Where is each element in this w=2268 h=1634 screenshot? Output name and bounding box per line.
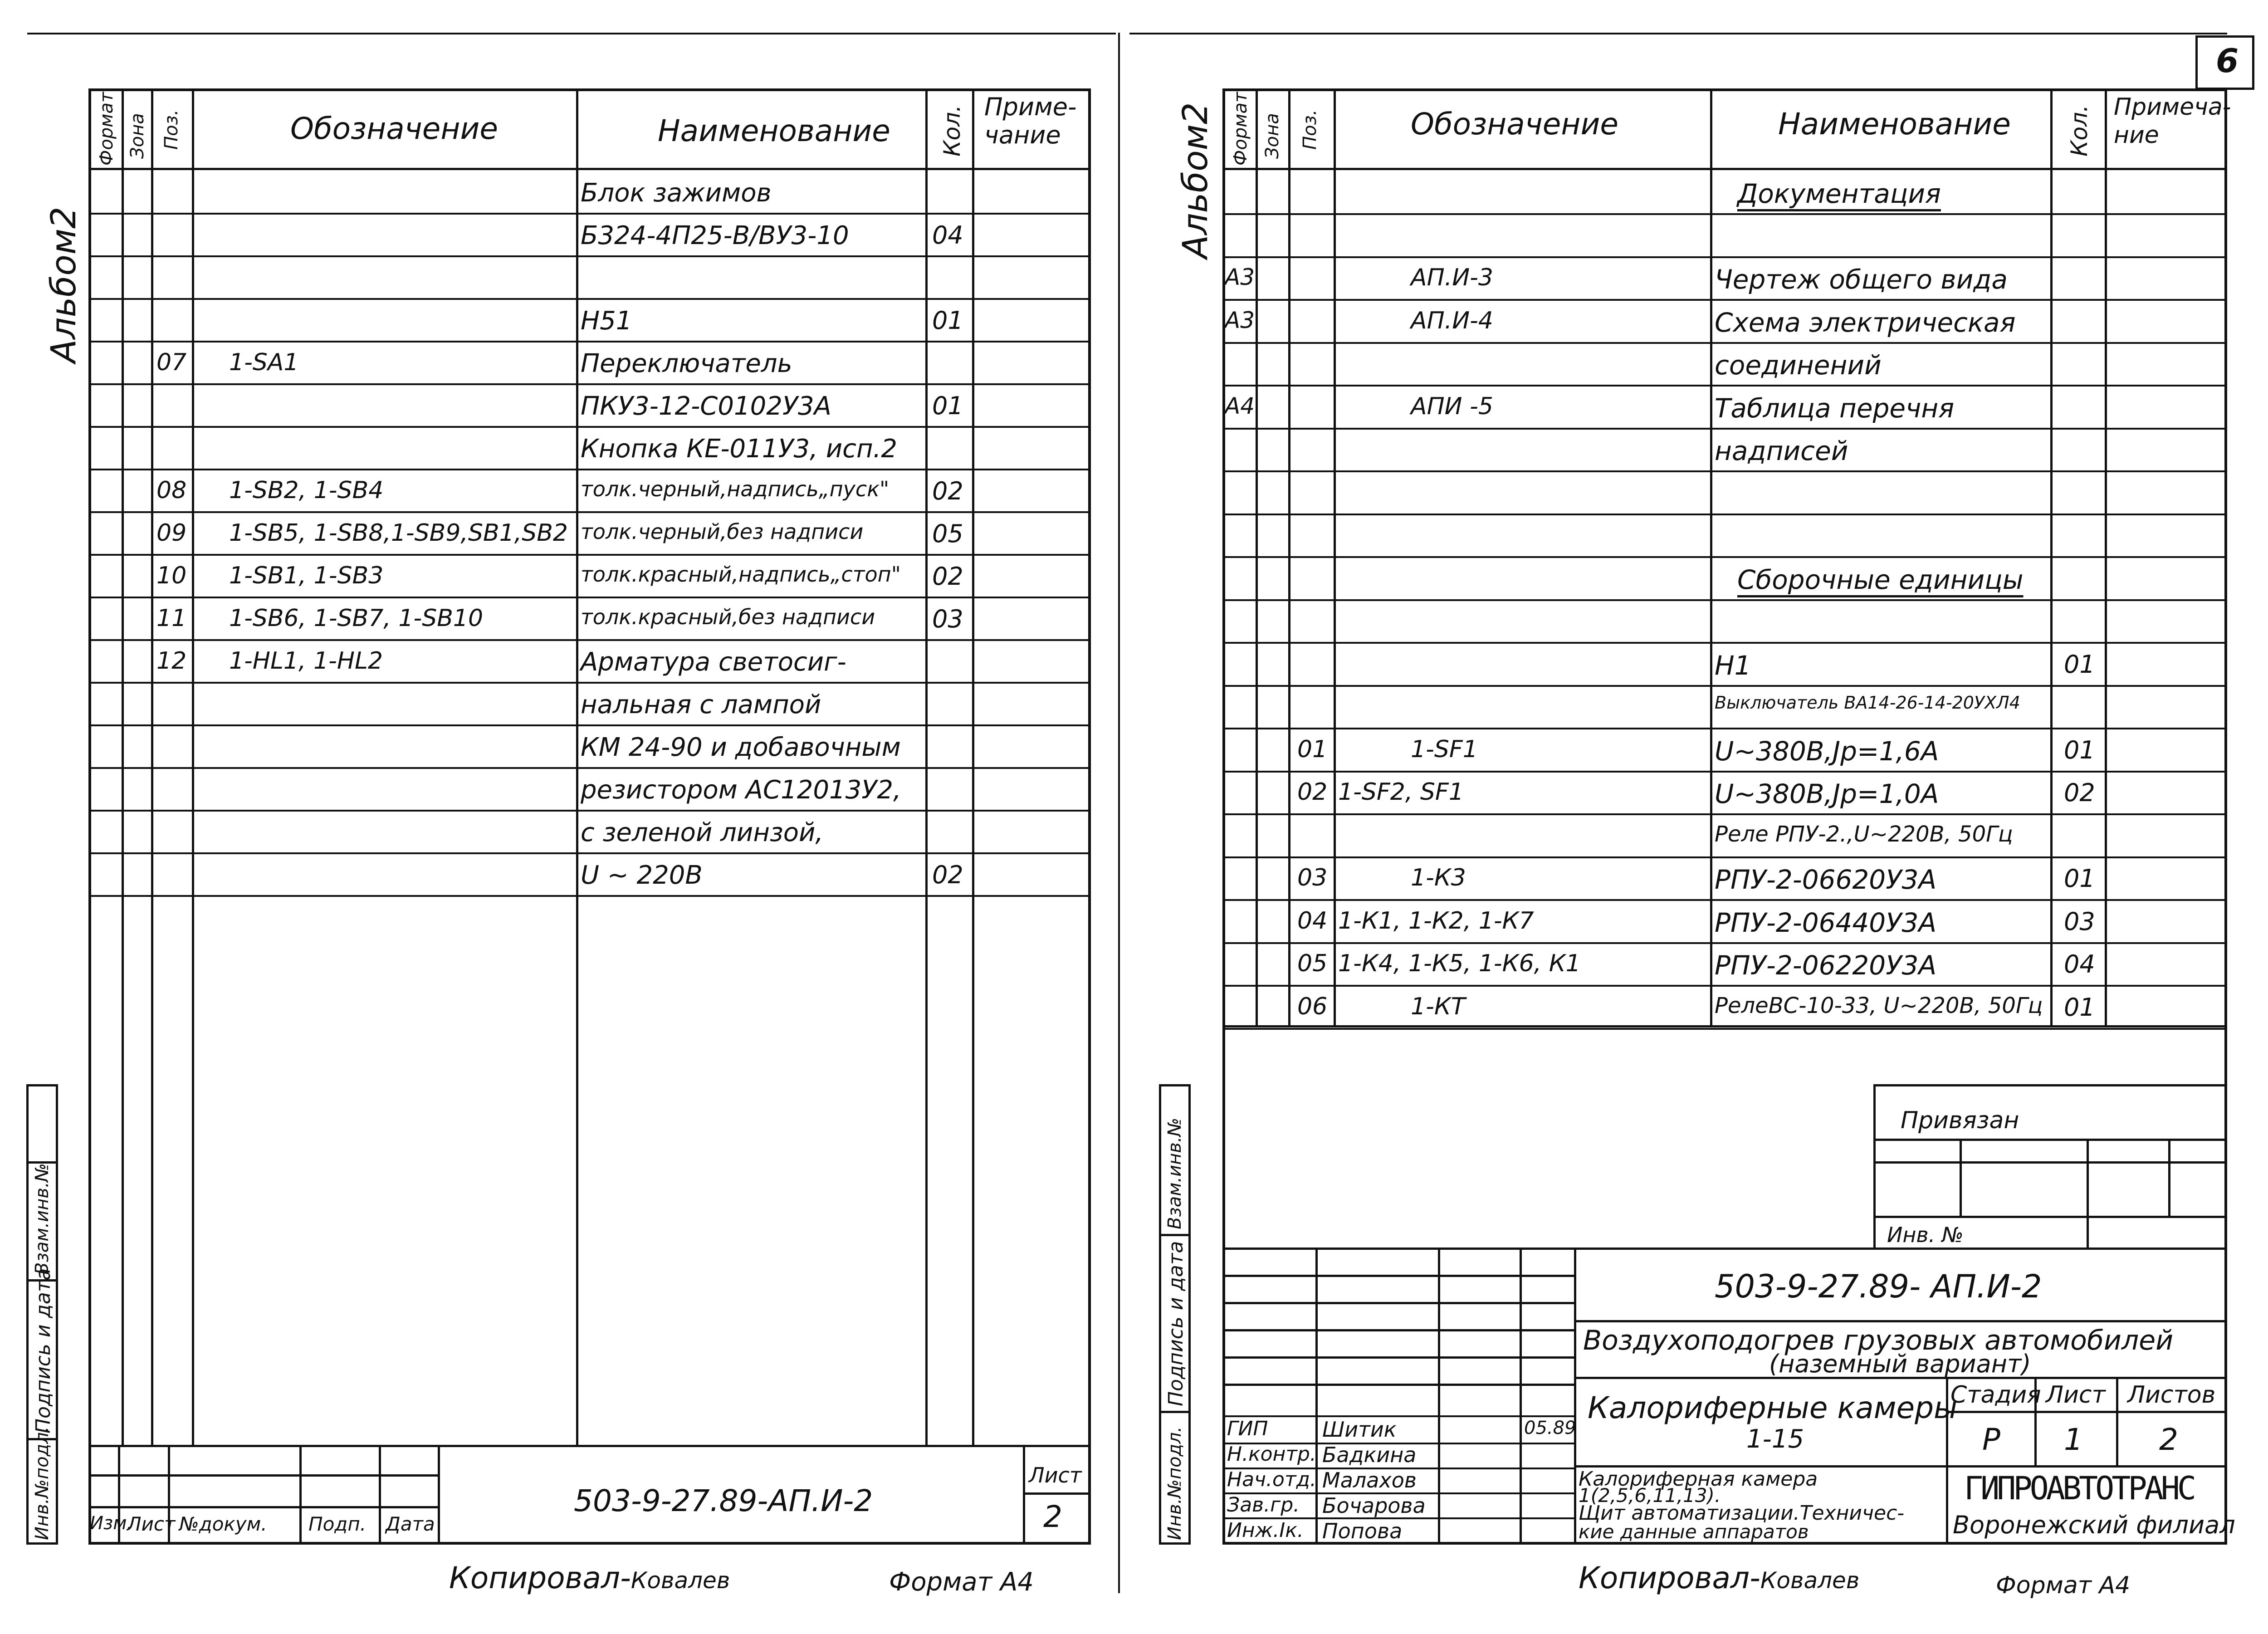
- row-designation: 1-SB2, 1-SB4: [229, 477, 384, 504]
- sheets-label: Листов: [2127, 1381, 2216, 1409]
- row-name: Блок зажимов: [581, 178, 772, 208]
- row-divider: [88, 511, 1091, 513]
- row-qty: 02: [2064, 778, 2095, 807]
- row-divider: [88, 383, 1091, 385]
- row-divider: [88, 426, 1091, 428]
- row-name: U~380В,Jр=1,6А: [1715, 736, 1939, 767]
- row-divider: [88, 255, 1091, 257]
- footer-sheet-label-left: Лист: [1029, 1463, 1082, 1487]
- row-divider: [1222, 942, 2227, 944]
- privyazan-label: Привязан: [1901, 1107, 2019, 1134]
- row-designation: 1-HL1, 1-HL2: [229, 647, 383, 675]
- row-pos: 04: [1297, 907, 1328, 934]
- row-divider: [1222, 556, 2227, 558]
- row-name: Арматура светосиг-: [581, 647, 846, 677]
- row-name: Кнопка КЕ-011У3, исп.2: [581, 434, 898, 464]
- footer-col-izm-left: Изм.: [90, 1513, 133, 1534]
- row-name: РПУ-2-06620У3А: [1715, 864, 1937, 895]
- title-section: Калориферные камеры: [1588, 1390, 1958, 1425]
- signer-role: ГИП: [1227, 1417, 1268, 1440]
- row-designation: АП.И-4: [1411, 307, 1493, 334]
- row-pos: 02: [1297, 778, 1328, 806]
- row-qty: 02: [932, 861, 963, 889]
- hdr-qty-left: Кол.: [939, 105, 965, 157]
- row-qty: 01: [2064, 650, 2095, 679]
- row-qty: 04: [2064, 950, 2095, 978]
- sheet-value: 1: [2064, 1422, 2083, 1457]
- row-designation: 1-SF1: [1411, 736, 1478, 763]
- row-divider: [88, 895, 1091, 897]
- row-name: Переключатель: [581, 349, 792, 378]
- stamp-sign-date-right: Подпись и дата: [1164, 1241, 1188, 1406]
- row-qty: 03: [2064, 907, 2095, 936]
- row-name: РПУ-2-06220У3А: [1715, 950, 1937, 981]
- row-divider: [88, 341, 1091, 342]
- row-pos: 10: [156, 562, 187, 589]
- row-divider: [1222, 985, 2227, 987]
- title-doc-code: 503-9-27.89- АП.И-2: [1715, 1268, 2042, 1305]
- row-divider: [1222, 342, 2227, 344]
- row-divider: [1222, 642, 2227, 644]
- hdr-zone-left: Зона: [127, 113, 148, 159]
- row-divider: [1222, 299, 2227, 301]
- row-designation: 1-SB5, 1-SB8,1-SB9,SB1,SB2: [229, 519, 568, 547]
- row-pos: 12: [156, 647, 187, 675]
- row-divider: [1222, 514, 2227, 515]
- hdr-designation-left: Обозначение: [290, 111, 498, 146]
- signer-name: Малахов: [1322, 1468, 1417, 1492]
- row-divider: [1222, 856, 2227, 858]
- row-divider: [88, 554, 1091, 556]
- row-divider: [1222, 771, 2227, 773]
- row-qty: 04: [932, 221, 963, 250]
- hdr-zone-right: Зона: [1262, 113, 1283, 159]
- signer-role: Инж.Iк.: [1227, 1519, 1304, 1542]
- row-qty: 01: [932, 306, 963, 335]
- stage-label: Стадия: [1950, 1381, 2041, 1409]
- stamp-sign-date-left: Подпись и дата: [32, 1268, 55, 1433]
- copied-label-right: Копировал-: [1579, 1561, 1760, 1595]
- hdr-designation-right: Обозначение: [1411, 107, 1618, 142]
- row-designation: АПИ -5: [1411, 393, 1493, 420]
- signer-name: Бочарова: [1322, 1493, 1426, 1518]
- format-note-right: Формат А4: [1996, 1572, 2131, 1599]
- hdr-note-left: Приме- чание: [984, 93, 1077, 149]
- row-name: нальная с лампой: [581, 690, 821, 719]
- row-name: надписей: [1715, 435, 1848, 466]
- copied-note-left: [449, 1561, 730, 1595]
- row-name: U ~ 220В: [581, 861, 703, 890]
- row-name: КМ 24-90 и добавочным: [581, 733, 901, 762]
- row-format: А3: [1225, 264, 1255, 290]
- title-section2: 1-15: [1746, 1424, 1804, 1454]
- title-project2: (наземный вариант): [1769, 1350, 2031, 1378]
- row-name: U~380В,Jр=1,0А: [1715, 778, 1939, 809]
- signer-name: Бадкина: [1322, 1443, 1417, 1467]
- row-name: с зеленой линзой,: [581, 818, 824, 847]
- hdr-qty-right: Кол.: [2066, 105, 2092, 157]
- row-name: толк.черный,надпись„пуск": [581, 477, 890, 501]
- footer-col-podp-left: Подп.: [308, 1513, 367, 1535]
- row-designation: 1-К3: [1411, 864, 1466, 891]
- row-divider: [88, 298, 1091, 300]
- row-designation: 1-SA1: [229, 349, 299, 376]
- row-pos: 11: [156, 605, 187, 632]
- signer-role: Нач.отд.: [1227, 1468, 1316, 1491]
- row-name: РПУ-2-06440У3А: [1715, 907, 1937, 938]
- row-designation: 1-КТ: [1411, 993, 1466, 1020]
- row-qty: 05: [932, 519, 963, 548]
- format-note-left: Формат А4: [889, 1567, 1034, 1597]
- row-qty: 01: [2064, 736, 2095, 764]
- hdr-format-right: Формат: [1230, 92, 1251, 166]
- row-name: Н1: [1715, 650, 1751, 681]
- sheets-value: 2: [2159, 1422, 2178, 1457]
- row-designation: 1-SF2, SF1: [1338, 778, 1464, 806]
- row-divider: [88, 213, 1091, 215]
- title-sheet-1: Калориферная камера: [1579, 1468, 1818, 1491]
- hdr-name-left: Наименование: [658, 113, 890, 148]
- row-name: Б324-4П25-В/ВУ3-10: [581, 221, 849, 250]
- row-divider: [88, 682, 1091, 684]
- row-name: Выключатель ВА14-26-14-20УХЛ4: [1715, 693, 2020, 713]
- row-designation: 1-К4, 1-К5, 1-К6, К1: [1338, 950, 1581, 977]
- row-format: А3: [1225, 307, 1255, 333]
- row-name: толк.красный,без надписи: [581, 605, 875, 629]
- row-format: А4: [1225, 393, 1255, 419]
- row-pos: 03: [1297, 864, 1328, 891]
- row-divider: [1222, 685, 2227, 687]
- signer-name: Шитик: [1322, 1417, 1397, 1442]
- row-divider: [1222, 213, 2227, 215]
- row-qty: 02: [932, 477, 963, 505]
- row-divider: [1222, 428, 2227, 430]
- copied-label-left: Копировал-: [449, 1561, 631, 1595]
- signer-role: Зав.гр.: [1227, 1493, 1300, 1517]
- hdr-pos-right: Поз.: [1300, 109, 1320, 150]
- row-qty: 01: [2064, 864, 2095, 893]
- inv-no-label: Инв. №: [1887, 1223, 1964, 1247]
- title-sheet-4: кие данные аппаратов: [1579, 1521, 1809, 1543]
- row-name: соединений: [1715, 350, 1882, 381]
- hdr-note-right: Примеча- ние: [2114, 93, 2231, 149]
- row-divider: [88, 639, 1091, 641]
- row-divider: [1222, 899, 2227, 901]
- row-name: резистором АС12013У2,: [581, 775, 901, 805]
- signature-left: Ковалев: [631, 1567, 730, 1594]
- row-divider: [1222, 256, 2227, 258]
- row-pos: 07: [156, 349, 187, 376]
- album-label-right: Альбом2: [1175, 102, 1215, 259]
- row-pos: 06: [1297, 993, 1328, 1020]
- hdr-format-left: Формат: [96, 92, 117, 166]
- row-name: РелеВС-10-33, U~220В, 50Гц: [1715, 993, 2043, 1018]
- row-pos: 05: [1297, 950, 1328, 977]
- stage-value: Р: [1982, 1422, 2000, 1457]
- row-designation: 1-SB6, 1-SB7, 1-SB10: [229, 605, 484, 632]
- sheet-label-right: Лист: [2046, 1381, 2106, 1409]
- row-pos: 09: [156, 519, 187, 547]
- row-divider: [1222, 813, 2227, 815]
- row-qty: 01: [2064, 993, 2095, 1022]
- row-divider: [1222, 470, 2227, 472]
- row-divider: [1222, 385, 2227, 386]
- row-name: Схема электрическая: [1715, 307, 2016, 338]
- stamp-vzam-right: Взам.инв.№: [1164, 1117, 1185, 1229]
- row-name: Реле РПУ-2.,U~220В, 50Гц: [1715, 822, 2013, 847]
- album-label-left: Альбом2: [43, 206, 83, 363]
- row-divider: [1222, 1028, 2227, 1030]
- footer-col-doc-left: №докум.: [179, 1513, 267, 1535]
- section-heading: Сборочные единицы: [1737, 564, 2024, 595]
- section-heading: Документация: [1737, 178, 1941, 209]
- title-sheet-2: 1(2,5,6,11,13).: [1579, 1484, 1721, 1507]
- page-number: 6: [2216, 42, 2239, 80]
- title-date: 05.89: [1524, 1418, 1576, 1438]
- row-divider: [88, 724, 1091, 726]
- row-qty: 03: [932, 605, 963, 633]
- org-branch: Воронежский филиал: [1953, 1511, 2235, 1539]
- title-sheet-3: Щит автоматизации.Техничес-: [1579, 1502, 1905, 1525]
- row-divider: [1222, 728, 2227, 729]
- row-pos: 08: [156, 477, 187, 504]
- hdr-name-right: Наименование: [1778, 107, 2011, 142]
- row-divider: [88, 597, 1091, 598]
- row-designation: 1-К1, 1-К2, 1-К7: [1338, 907, 1534, 934]
- footer-col-data-left: Дата: [386, 1513, 435, 1535]
- row-name: ПКУ3-12-С0102У3А: [581, 391, 831, 421]
- stamp-inv-podl-right: Инв.№подл.: [1164, 1426, 1185, 1540]
- row-divider: [88, 810, 1091, 812]
- footer-sheet-no-left: 2: [1043, 1499, 1062, 1534]
- row-name: Н51: [581, 306, 632, 336]
- row-name: Чертеж общего вида: [1715, 264, 2008, 295]
- row-qty: 02: [932, 562, 963, 591]
- stamp-inv-podl-left: Инв.№подл.: [32, 1426, 53, 1540]
- stamp-vzam-left: Взам.инв.№: [32, 1163, 53, 1275]
- row-divider: [88, 469, 1091, 470]
- footer-doc-code-left: 503-9-27.89-АП.И-2: [574, 1483, 873, 1518]
- copied-note-right: [1579, 1561, 1859, 1595]
- row-designation: 1-SB1, 1-SB3: [229, 562, 384, 589]
- signer-name: Попова: [1322, 1519, 1403, 1543]
- row-name: толк.красный,надпись„стоп": [581, 562, 901, 587]
- row-divider: [88, 852, 1091, 854]
- title-project: Воздухоподогрев грузовых автомобилей: [1583, 1325, 2174, 1356]
- row-name: толк.черный,без надписи: [581, 519, 864, 544]
- row-name: Таблица перечня: [1715, 393, 1955, 424]
- org-name: ГИПРОАВТОТРАНС: [1964, 1470, 2194, 1507]
- row-qty: 01: [932, 391, 963, 420]
- signer-role: Н.контр.: [1227, 1443, 1316, 1466]
- row-divider: [1222, 599, 2227, 601]
- row-designation: АП.И-3: [1411, 264, 1493, 291]
- footer-col-list-left: Лист: [127, 1513, 176, 1535]
- row-divider: [88, 767, 1091, 769]
- hdr-pos-left: Поз.: [161, 109, 182, 150]
- row-pos: 01: [1297, 736, 1328, 763]
- signature-right: Ковалев: [1760, 1567, 1860, 1594]
